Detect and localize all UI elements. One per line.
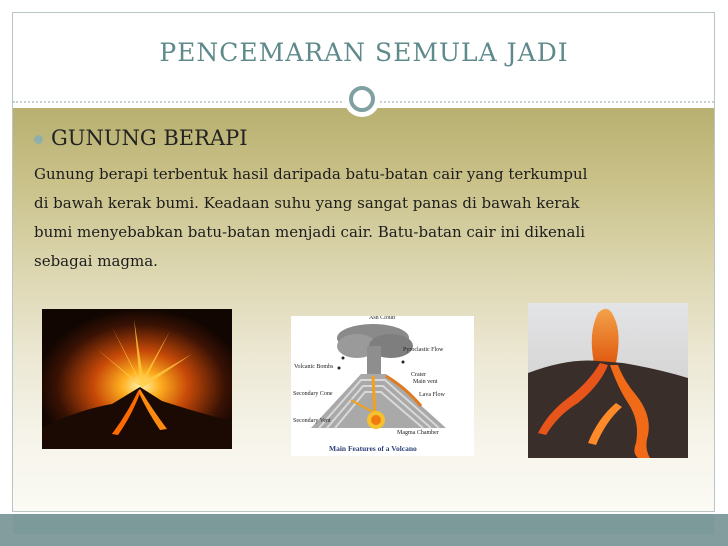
circle-ornament-icon: [344, 81, 380, 117]
paragraph-line: di bawah kerak bumi. Keadaan suhu yang sangat panas di bawah kerak: [34, 194, 580, 212]
paragraph-line: Gunung berapi terbentuk hasil daripada batu-batan cair yang terkumpul: [34, 165, 588, 183]
label-lava-flow: Lava Flow: [419, 392, 445, 398]
bullet-icon: [34, 135, 43, 144]
label-secondary-vent: Secondary Vent: [293, 418, 331, 424]
label-pyroclastic-flow: Pyroclastic Flow: [403, 347, 444, 353]
label-magma-chamber: Magma Chamber: [397, 430, 439, 436]
body-paragraph: [34, 160, 694, 276]
diagram-caption: Main Features of a Volcano: [329, 444, 417, 453]
footer-band: [13, 514, 714, 534]
bullet-heading: [34, 126, 248, 150]
paragraph-line: sebagai magma.: [34, 252, 158, 270]
slide-title: PENCEMARAN SEMULA JADI: [159, 38, 569, 67]
label-ash-cloud: Ash Cloud: [369, 316, 395, 321]
volcano-diagram: [291, 316, 474, 456]
paragraph-line: bumi menyebabkan batu-batan menjadi cair. Batu-batan cair ini dikenali: [34, 223, 586, 241]
eruption-night-photo: [42, 309, 232, 449]
label-secondary-cone: Secondary Cone: [293, 391, 333, 397]
footer-bar: [0, 514, 728, 546]
label-volcanic-bombs: Volcanic Bombs: [294, 364, 334, 370]
label-crater: Crater: [411, 372, 426, 378]
lava-flow-photo: [528, 303, 688, 458]
section-heading: GUNUNG BERAPI: [51, 126, 248, 150]
label-main-vent: Main vent: [413, 379, 438, 385]
